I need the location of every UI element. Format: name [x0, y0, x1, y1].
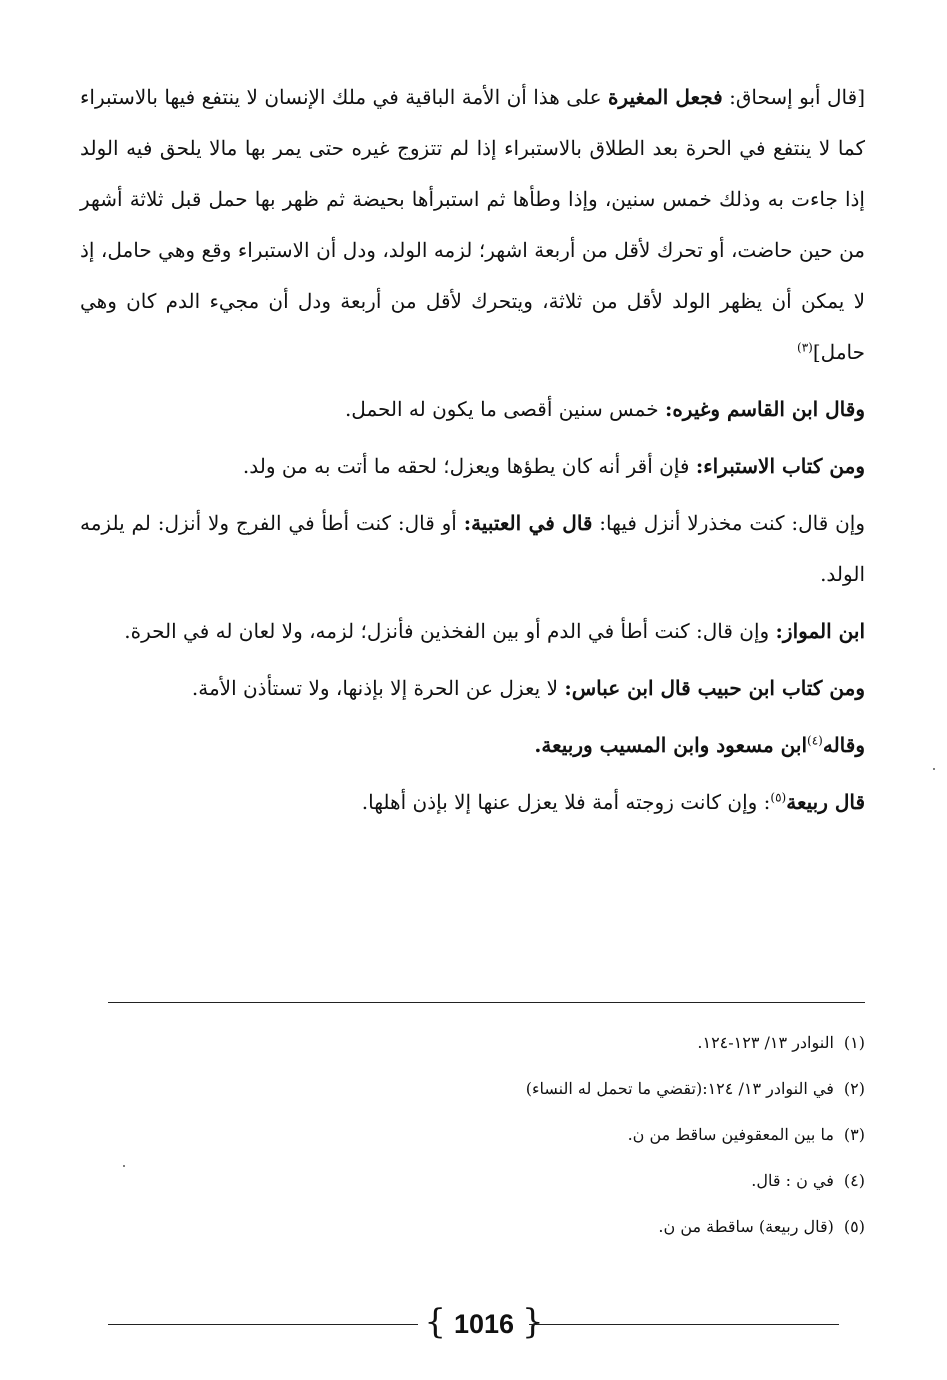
- paragraph-6-lead-bold: ومن كتاب ابن حبيب قال ابن عباس:: [564, 676, 865, 700]
- paragraph-4-lead: وإن قال: كنت مخذرلا أنزل فيها:: [592, 511, 865, 535]
- footnote-text: في ن : قال.: [751, 1171, 834, 1190]
- paragraph-1-text: على هذا أن الأمة الباقية في ملك الإنسان لا ينتفع فيها بالاستبراء كما لا ينتفع في الحرة بعد الطلاق بالاستبراء إذا لم تتزوج غيره حتى يمر بها مالا يلحق فيه الولد إذا جاءت به وذلك خمس سنين، وإذا وطأها ثم استبرأها بحيضة ثم ظهر بها حمل قبل ثلاثة أشهر من حين حاضت، أو تحرك لأقل من أربعة اشهر؛ لزمه الولد، ودل أن الاستبراء وقع وهي حامل، إذ لا يمكن أن يظهر الولد لأقل من ثلاثة، ويتحرك لأقل من أربعة ودل أن مجيء الدم كان وهي حامل: [80, 85, 866, 364]
- footnote-2: [108, 1066, 865, 1112]
- footnote-3: [108, 1112, 865, 1158]
- footnote-number: (٤): [843, 1171, 865, 1190]
- footnote-text: ما بين المعقوفين ساقط من ن.: [627, 1125, 834, 1144]
- footnote-1: [108, 1020, 865, 1066]
- footer-rule-left: [108, 1324, 418, 1325]
- page-number: 1016: [453, 1309, 515, 1339]
- paragraph-3-text: فإن أقر أنه كان يطؤها ويعزل؛ لحقه ما أتت به من ولد.: [242, 454, 696, 478]
- footnote-number: (٣): [843, 1125, 865, 1144]
- footnote-ref-5: (٥): [770, 790, 787, 805]
- paragraph-2: [80, 384, 865, 435]
- scan-speck: [123, 1165, 125, 1167]
- close-bracket: ]: [812, 340, 821, 364]
- page-footer: [108, 1300, 839, 1350]
- open-bracket: [: [857, 85, 865, 109]
- paragraph-7-lead-bold: وقاله: [822, 733, 865, 757]
- paragraph-3: [80, 441, 865, 492]
- close-brace-ornament: }: [522, 1302, 544, 1342]
- paragraph-6-text: لا يعزل عن الحرة إلا بإذنها، ولا تستأذن الأمة.: [191, 676, 565, 700]
- paragraph-2-text: خمس سنين أقصى ما يكون له الحمل.: [344, 397, 665, 421]
- footnote-separator: [108, 1002, 865, 1003]
- paragraph-4: [80, 498, 865, 600]
- footnote-number: (١): [843, 1033, 865, 1052]
- footnote-number: (٢): [843, 1079, 865, 1098]
- footnotes: [108, 1020, 865, 1250]
- paragraph-1: [80, 72, 865, 378]
- paragraph-3-lead-bold: ومن كتاب الاستبراء:: [695, 454, 865, 478]
- paragraph-5: [80, 606, 865, 657]
- main-text: [80, 72, 865, 834]
- paragraph-1-lead-bold: فجعل المغيرة: [607, 85, 723, 109]
- footnote-text: النوادر ١٣/ ١٢٣-١٢٤.: [697, 1033, 834, 1052]
- paragraph-5-lead-bold: ابن المواز:: [775, 619, 865, 643]
- scan-speck: [933, 768, 935, 770]
- paragraph-1-lead: قال أبو إسحاق:: [722, 85, 858, 109]
- paragraph-5-text: وإن قال: كنت أطأ في الدم أو بين الفخذين فأنزل؛ لزمه، ولا لعان له في الحرة.: [124, 619, 776, 643]
- footnote-text: في النوادر ١٣/ ١٢٤:(تقضي ما تحمل له النساء): [525, 1079, 834, 1098]
- footnote-5: [108, 1204, 865, 1250]
- paragraph-7: [80, 720, 865, 771]
- footnote-ref-4: (٤): [807, 733, 823, 748]
- open-brace-ornament: {: [424, 1302, 446, 1342]
- page-number-box: [418, 1300, 550, 1350]
- footnote-text: (قال ربيعة) ساقطة من ن.: [658, 1217, 834, 1236]
- paragraph-8-lead-bold: قال ربيعة: [786, 790, 865, 814]
- paragraph-6: [80, 663, 865, 714]
- paragraph-2-lead-bold: وقال ابن القاسم وغيره:: [664, 397, 865, 421]
- footnote-4: [108, 1158, 865, 1204]
- paragraph-7-text-bold: ابن مسعود وابن المسيب وربيعة.: [534, 733, 808, 757]
- paragraph-4-mid-bold: قال في العتبية:: [463, 511, 593, 535]
- paragraph-8: [80, 777, 865, 828]
- footnote-number: (٥): [843, 1217, 865, 1236]
- paragraph-4-text: أو قال: كنت أطأ في الفرج ولا أنزل: لم يلزمه الولد.: [80, 511, 865, 586]
- paragraph-8-text: : وإن كانت زوجته أمة فلا يعزل عنها إلا بإذن أهلها.: [361, 790, 771, 814]
- footnote-ref-3: (٣): [797, 340, 813, 355]
- footer-rule-right: [529, 1324, 839, 1325]
